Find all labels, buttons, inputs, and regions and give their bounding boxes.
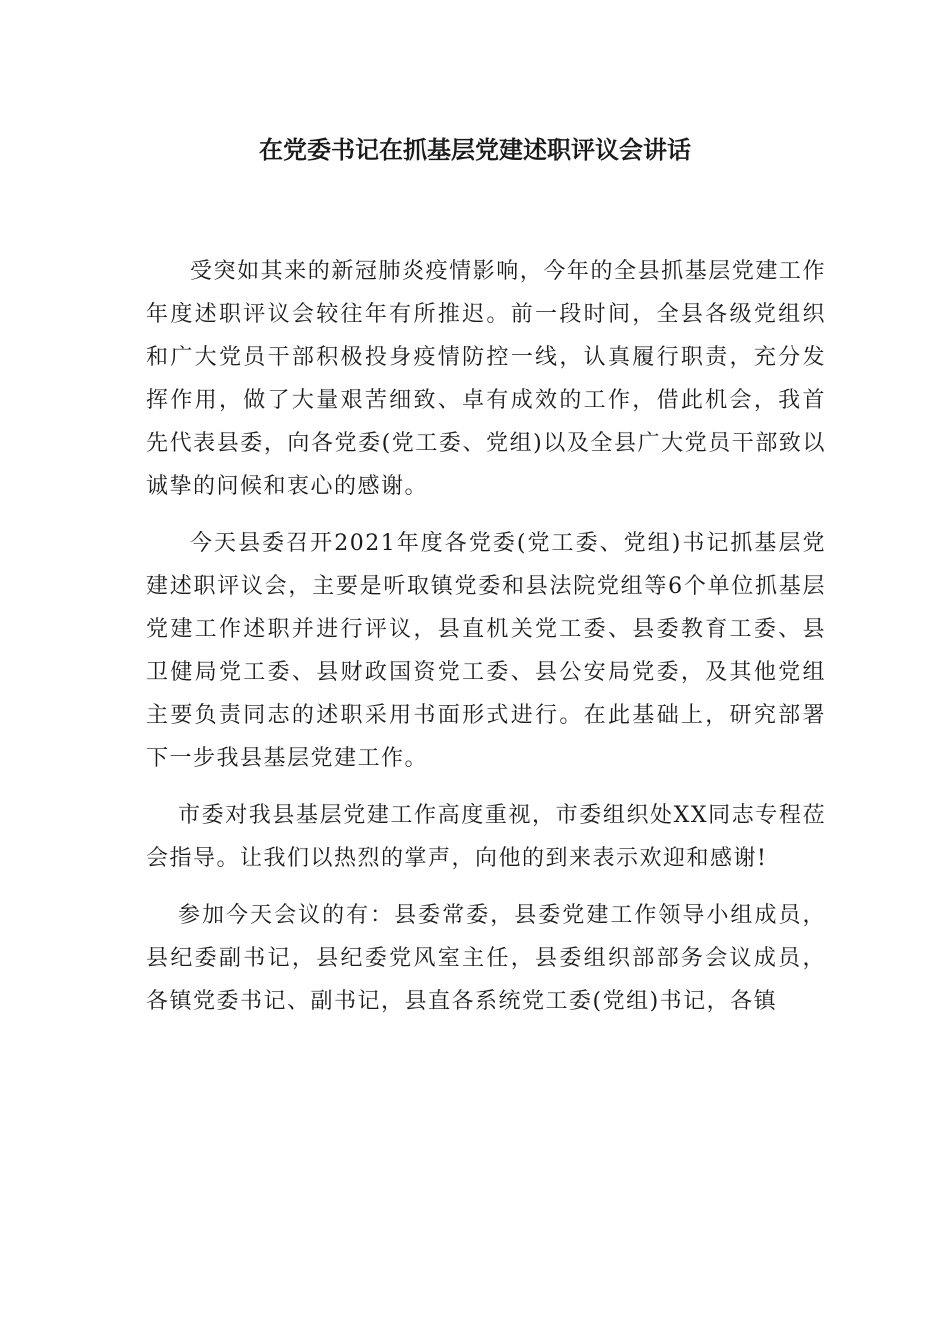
paragraph-4: 参加今天会议的有：县委常委，县委党建工作领导小组成员，县纪委副书记，县纪委党风室主任，县委组织部部务会议成员，各镇党委书记、副书记，县直各系统党工委(党组)书记，各镇 — [146, 903, 826, 1014]
document-body — [146, 250, 826, 1037]
paragraph-1: 受突如其来的新冠肺炎疫情影响，今年的全县抓基层党建工作年度述职评议会较往年有所推迟。前一段时间，全县各级党组织和广大党员干部积极投身疫情防控一线，认真履行职责，充分发挥作用，做了大量艰苦细致、卓有成效的工作，借此机会，我首先代表县委，向各党委(党工委、党组)以及全县广大党员干部致以诚挚的问候和衷心的感谢。 — [146, 259, 826, 499]
document-title: 在党委书记在抓基层党建述职评议会讲话 — [259, 135, 691, 164]
paragraph-2: 今天县委召开2021年度各党委(党工委、党组)书记抓基层党建述职评议会，主要是听取镇党委和县法院党组等6个单位抓基层党建工作述职并进行评议，县直机关党工委、县委教育工委、县卫健局党工委、县财政国资党工委、县公安局党委，及其他党组主要负责同志的述职采用书面形式进行。在此基础上，研究部署下一步我县基层党建工作。 — [146, 531, 826, 771]
paragraph-3: 市委对我县基层党建工作高度重视，市委组织处XX同志专程莅会指导。让我们以热烈的掌声，向他的到来表示欢迎和感谢! — [146, 803, 826, 871]
